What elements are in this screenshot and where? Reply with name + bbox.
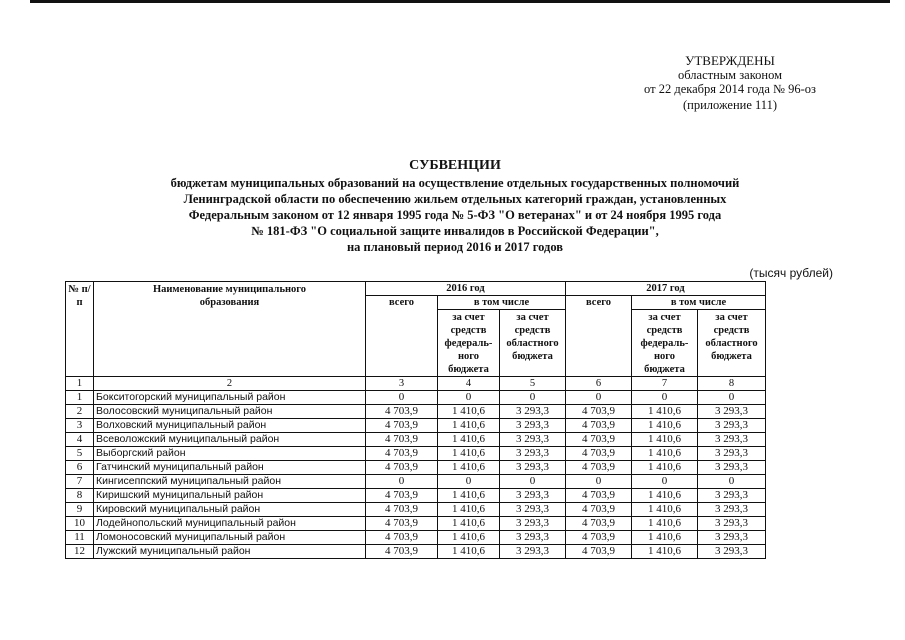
value-cell: 3 293,3	[698, 447, 766, 461]
header-regional-2016: за счет средств областного бюджета	[500, 310, 566, 377]
value-cell: 4 703,9	[366, 405, 438, 419]
municipality-name: Волосовский муниципальный район	[94, 405, 366, 419]
approval-law: областным законом	[677, 68, 782, 82]
row-number: 4	[66, 433, 94, 447]
header-year-2016: 2016 год	[366, 282, 566, 296]
table-row	[66, 503, 766, 517]
value-cell: 3 293,3	[698, 531, 766, 545]
value-cell: 4 703,9	[566, 405, 632, 419]
municipality-name: Лодейнопольский муниципальный район	[94, 517, 366, 531]
col-number: 5	[500, 377, 566, 391]
value-cell: 1 410,6	[438, 405, 500, 419]
value-cell: 4 703,9	[566, 531, 632, 545]
table-row	[66, 447, 766, 461]
value-cell: 0	[632, 475, 698, 489]
title-line: на плановый период 2016 и 2017 годов	[346, 240, 564, 254]
table-row	[66, 475, 766, 489]
row-number: 1	[66, 391, 94, 405]
value-cell: 4 703,9	[366, 545, 438, 559]
approval-stamp	[600, 54, 860, 112]
row-number: 7	[66, 475, 94, 489]
table-row	[66, 433, 766, 447]
municipality-name: Кировский муниципальный район	[94, 503, 366, 517]
value-cell: 0	[698, 391, 766, 405]
value-cell: 4 703,9	[366, 447, 438, 461]
header-total-2017: всего	[566, 296, 632, 377]
value-cell: 0	[566, 391, 632, 405]
municipality-name: Киришский муниципальный район	[94, 489, 366, 503]
value-cell: 3 293,3	[500, 545, 566, 559]
value-cell: 3 293,3	[500, 531, 566, 545]
col-number: 6	[566, 377, 632, 391]
col-number: 7	[632, 377, 698, 391]
document-title	[60, 158, 850, 255]
municipality-name: Волховский муниципальный район	[94, 419, 366, 433]
value-cell: 3 293,3	[500, 405, 566, 419]
value-cell: 0	[566, 475, 632, 489]
value-cell: 4 703,9	[566, 419, 632, 433]
value-cell: 1 410,6	[438, 489, 500, 503]
value-cell: 4 703,9	[566, 517, 632, 531]
value-cell: 1 410,6	[632, 461, 698, 475]
table-row	[66, 461, 766, 475]
value-cell: 0	[632, 391, 698, 405]
header-federal-2016: за счет средств федераль- ного бюджета	[438, 310, 500, 377]
title-main: СУБВЕНЦИИ	[409, 158, 501, 173]
value-cell: 3 293,3	[500, 461, 566, 475]
value-cell: 0	[438, 475, 500, 489]
value-cell: 1 410,6	[438, 433, 500, 447]
value-cell: 4 703,9	[366, 489, 438, 503]
municipality-name: Лужский муниципальный район	[94, 545, 366, 559]
value-cell: 4 703,9	[366, 503, 438, 517]
value-cell: 4 703,9	[366, 517, 438, 531]
col-number: 4	[438, 377, 500, 391]
value-cell: 0	[366, 475, 438, 489]
row-number: 6	[66, 461, 94, 475]
value-cell: 1 410,6	[632, 489, 698, 503]
units-label: (тысяч рублей)	[749, 266, 833, 280]
row-number: 12	[66, 545, 94, 559]
value-cell: 4 703,9	[566, 447, 632, 461]
value-cell: 1 410,6	[632, 545, 698, 559]
title-line: № 181-ФЗ "О социальной защите инвалидов в Российской Федерации",	[251, 224, 659, 238]
municipality-name: Гатчинский муниципальный район	[94, 461, 366, 475]
value-cell: 1 410,6	[438, 545, 500, 559]
table-row	[66, 391, 766, 405]
value-cell: 0	[366, 391, 438, 405]
row-number: 11	[66, 531, 94, 545]
row-number: 9	[66, 503, 94, 517]
value-cell: 3 293,3	[500, 433, 566, 447]
header-year-2017: 2017 год	[566, 282, 766, 296]
row-number: 2	[66, 405, 94, 419]
municipality-name: Бокситогорский муниципальный район	[94, 391, 366, 405]
title-line: Федеральным законом от 12 января 1995 года № 5-ФЗ "О ветеранах" и от 24 ноября 1995 года	[188, 208, 722, 222]
value-cell: 3 293,3	[698, 489, 766, 503]
value-cell: 1 410,6	[632, 419, 698, 433]
value-cell: 4 703,9	[366, 433, 438, 447]
row-number: 8	[66, 489, 94, 503]
value-cell: 4 703,9	[566, 503, 632, 517]
municipality-name: Кингисеппский муниципальный район	[94, 475, 366, 489]
value-cell: 1 410,6	[438, 419, 500, 433]
value-cell: 1 410,6	[632, 531, 698, 545]
value-cell: 3 293,3	[698, 419, 766, 433]
table-row	[66, 545, 766, 559]
value-cell: 3 293,3	[698, 517, 766, 531]
municipality-name: Выборгский район	[94, 447, 366, 461]
value-cell: 4 703,9	[366, 531, 438, 545]
title-line: Ленинградской области по обеспечению жильем отдельных категорий граждан, установленных	[183, 192, 727, 206]
col-number: 3	[366, 377, 438, 391]
value-cell: 0	[500, 475, 566, 489]
value-cell: 4 703,9	[366, 461, 438, 475]
value-cell: 1 410,6	[632, 433, 698, 447]
value-cell: 4 703,9	[366, 419, 438, 433]
value-cell: 4 703,9	[566, 433, 632, 447]
row-number: 5	[66, 447, 94, 461]
value-cell: 0	[698, 475, 766, 489]
value-cell: 3 293,3	[500, 419, 566, 433]
value-cell: 3 293,3	[698, 545, 766, 559]
value-cell: 0	[438, 391, 500, 405]
value-cell: 1 410,6	[632, 447, 698, 461]
header-total-2016: всего	[366, 296, 438, 377]
value-cell: 3 293,3	[698, 433, 766, 447]
header-including-2017: в том числе	[632, 296, 766, 310]
table-row	[66, 489, 766, 503]
header-num: № п/п	[66, 282, 94, 377]
value-cell: 1 410,6	[438, 517, 500, 531]
value-cell: 4 703,9	[566, 461, 632, 475]
approval-date: от 22 декабря 2014 года № 96-оз	[644, 82, 816, 96]
top-border-line	[30, 0, 890, 3]
table-row	[66, 531, 766, 545]
row-number: 10	[66, 517, 94, 531]
title-line: бюджетам муниципальных образований на осуществление отдельных государственных полномочий	[170, 176, 740, 190]
table-row	[66, 517, 766, 531]
header-including-2016: в том числе	[438, 296, 566, 310]
value-cell: 1 410,6	[438, 531, 500, 545]
value-cell: 4 703,9	[566, 545, 632, 559]
col-number: 2	[94, 377, 366, 391]
col-number: 8	[698, 377, 766, 391]
municipality-name: Ломоносовский муниципальный район	[94, 531, 366, 545]
value-cell: 3 293,3	[500, 517, 566, 531]
municipality-name: Всеволожский муниципальный район	[94, 433, 366, 447]
value-cell: 3 293,3	[698, 461, 766, 475]
value-cell: 1 410,6	[438, 503, 500, 517]
col-number: 1	[66, 377, 94, 391]
value-cell: 3 293,3	[698, 503, 766, 517]
value-cell: 0	[500, 391, 566, 405]
header-regional-2017: за счет средств областного бюджета	[698, 310, 766, 377]
value-cell: 1 410,6	[632, 517, 698, 531]
value-cell: 1 410,6	[632, 503, 698, 517]
value-cell: 3 293,3	[500, 489, 566, 503]
value-cell: 3 293,3	[500, 447, 566, 461]
value-cell: 3 293,3	[698, 405, 766, 419]
header-name: Наименование муниципального образования	[94, 282, 366, 377]
header-federal-2017: за счет средств федераль- ного бюджета	[632, 310, 698, 377]
value-cell: 1 410,6	[438, 461, 500, 475]
value-cell: 1 410,6	[438, 447, 500, 461]
table-row	[66, 405, 766, 419]
approval-heading: УТВЕРЖДЕНЫ	[685, 53, 775, 68]
subvention-table	[65, 281, 766, 559]
value-cell: 4 703,9	[566, 489, 632, 503]
table-row	[66, 419, 766, 433]
value-cell: 3 293,3	[500, 503, 566, 517]
row-number: 3	[66, 419, 94, 433]
approval-appendix: (приложение 111)	[682, 98, 778, 112]
value-cell: 1 410,6	[632, 405, 698, 419]
